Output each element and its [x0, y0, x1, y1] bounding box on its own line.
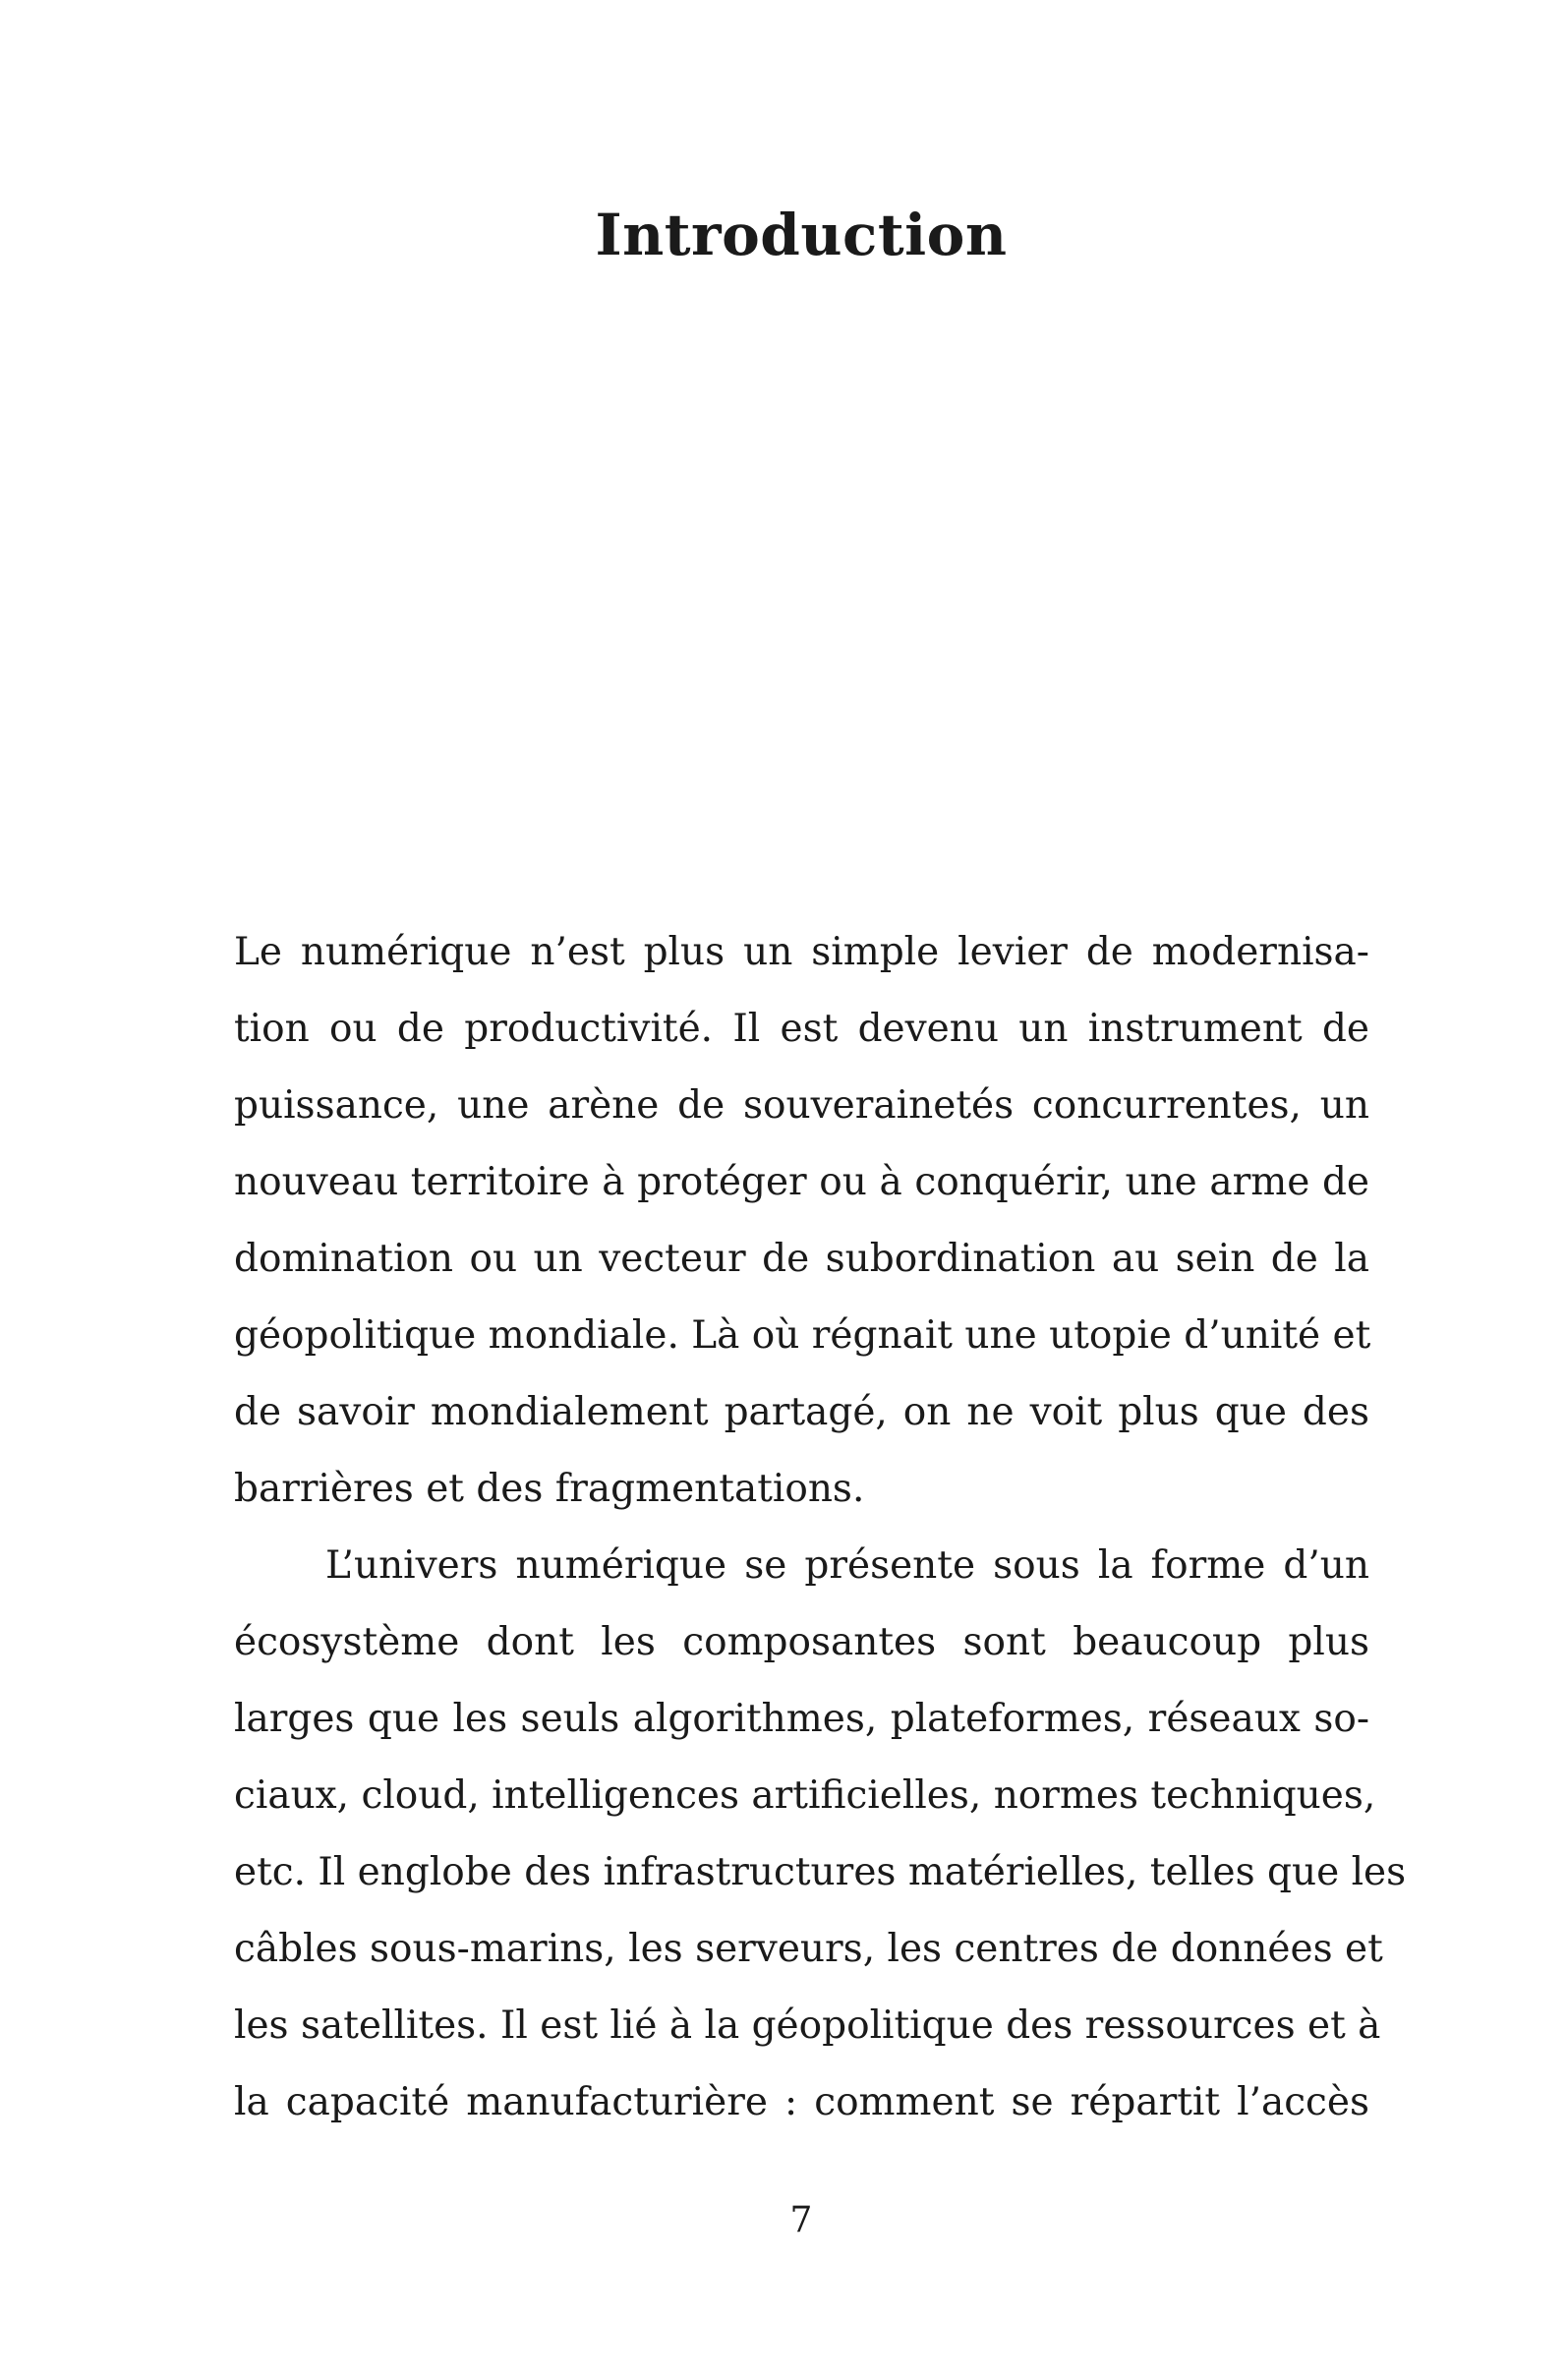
text-line: nouveau territoire à protéger ou à conquérir, une arme de [234, 1160, 1369, 1204]
text-line: puissance, une arène de souverainetés concurrentes, un [234, 1083, 1369, 1128]
text-line: etc. Il englobe des infrastructures matérielles, telles que les [234, 1850, 1407, 1894]
text-line: écosystème dont les composantes sont beaucoup plus [234, 1620, 1369, 1664]
body-text [234, 914, 1407, 2141]
page-number: 7 [789, 2200, 813, 2240]
text-line: les satellites. Il est lié à la géopolitique des ressources et à [234, 2003, 1381, 2048]
paragraph [234, 914, 1369, 1528]
text-line: Le numérique n’est plus un simple levier de modernisa- [234, 930, 1369, 974]
text-line: larges que les seuls algorithmes, plateformes, réseaux so- [234, 1697, 1369, 1741]
text-line: barrières et des fragmentations. [234, 1467, 865, 1511]
text-line: de savoir mondialement partagé, on ne voit plus que des [234, 1390, 1369, 1434]
text-line: ciaux, cloud, intelligences artificielles, normes techniques, [234, 1773, 1376, 1818]
text-line: câbles sous-marins, les serveurs, les centres de données et [234, 1927, 1383, 1971]
text-line: géopolitique mondiale. Là où régnait une utopie d’unité et [234, 1313, 1371, 1358]
text-line: L’univers numérique se présente sous la forme d’un [325, 1543, 1369, 1588]
text-line: la capacité manufacturière : comment se répartit l’accès [234, 2080, 1369, 2124]
text-line: tion ou de productivité. Il est devenu un instrument de [234, 1007, 1369, 1051]
chapter-title: Introduction [595, 202, 1008, 268]
text-line: domination ou un vecteur de subordination au sein de la [234, 1237, 1369, 1281]
paragraph [234, 1528, 1407, 2141]
